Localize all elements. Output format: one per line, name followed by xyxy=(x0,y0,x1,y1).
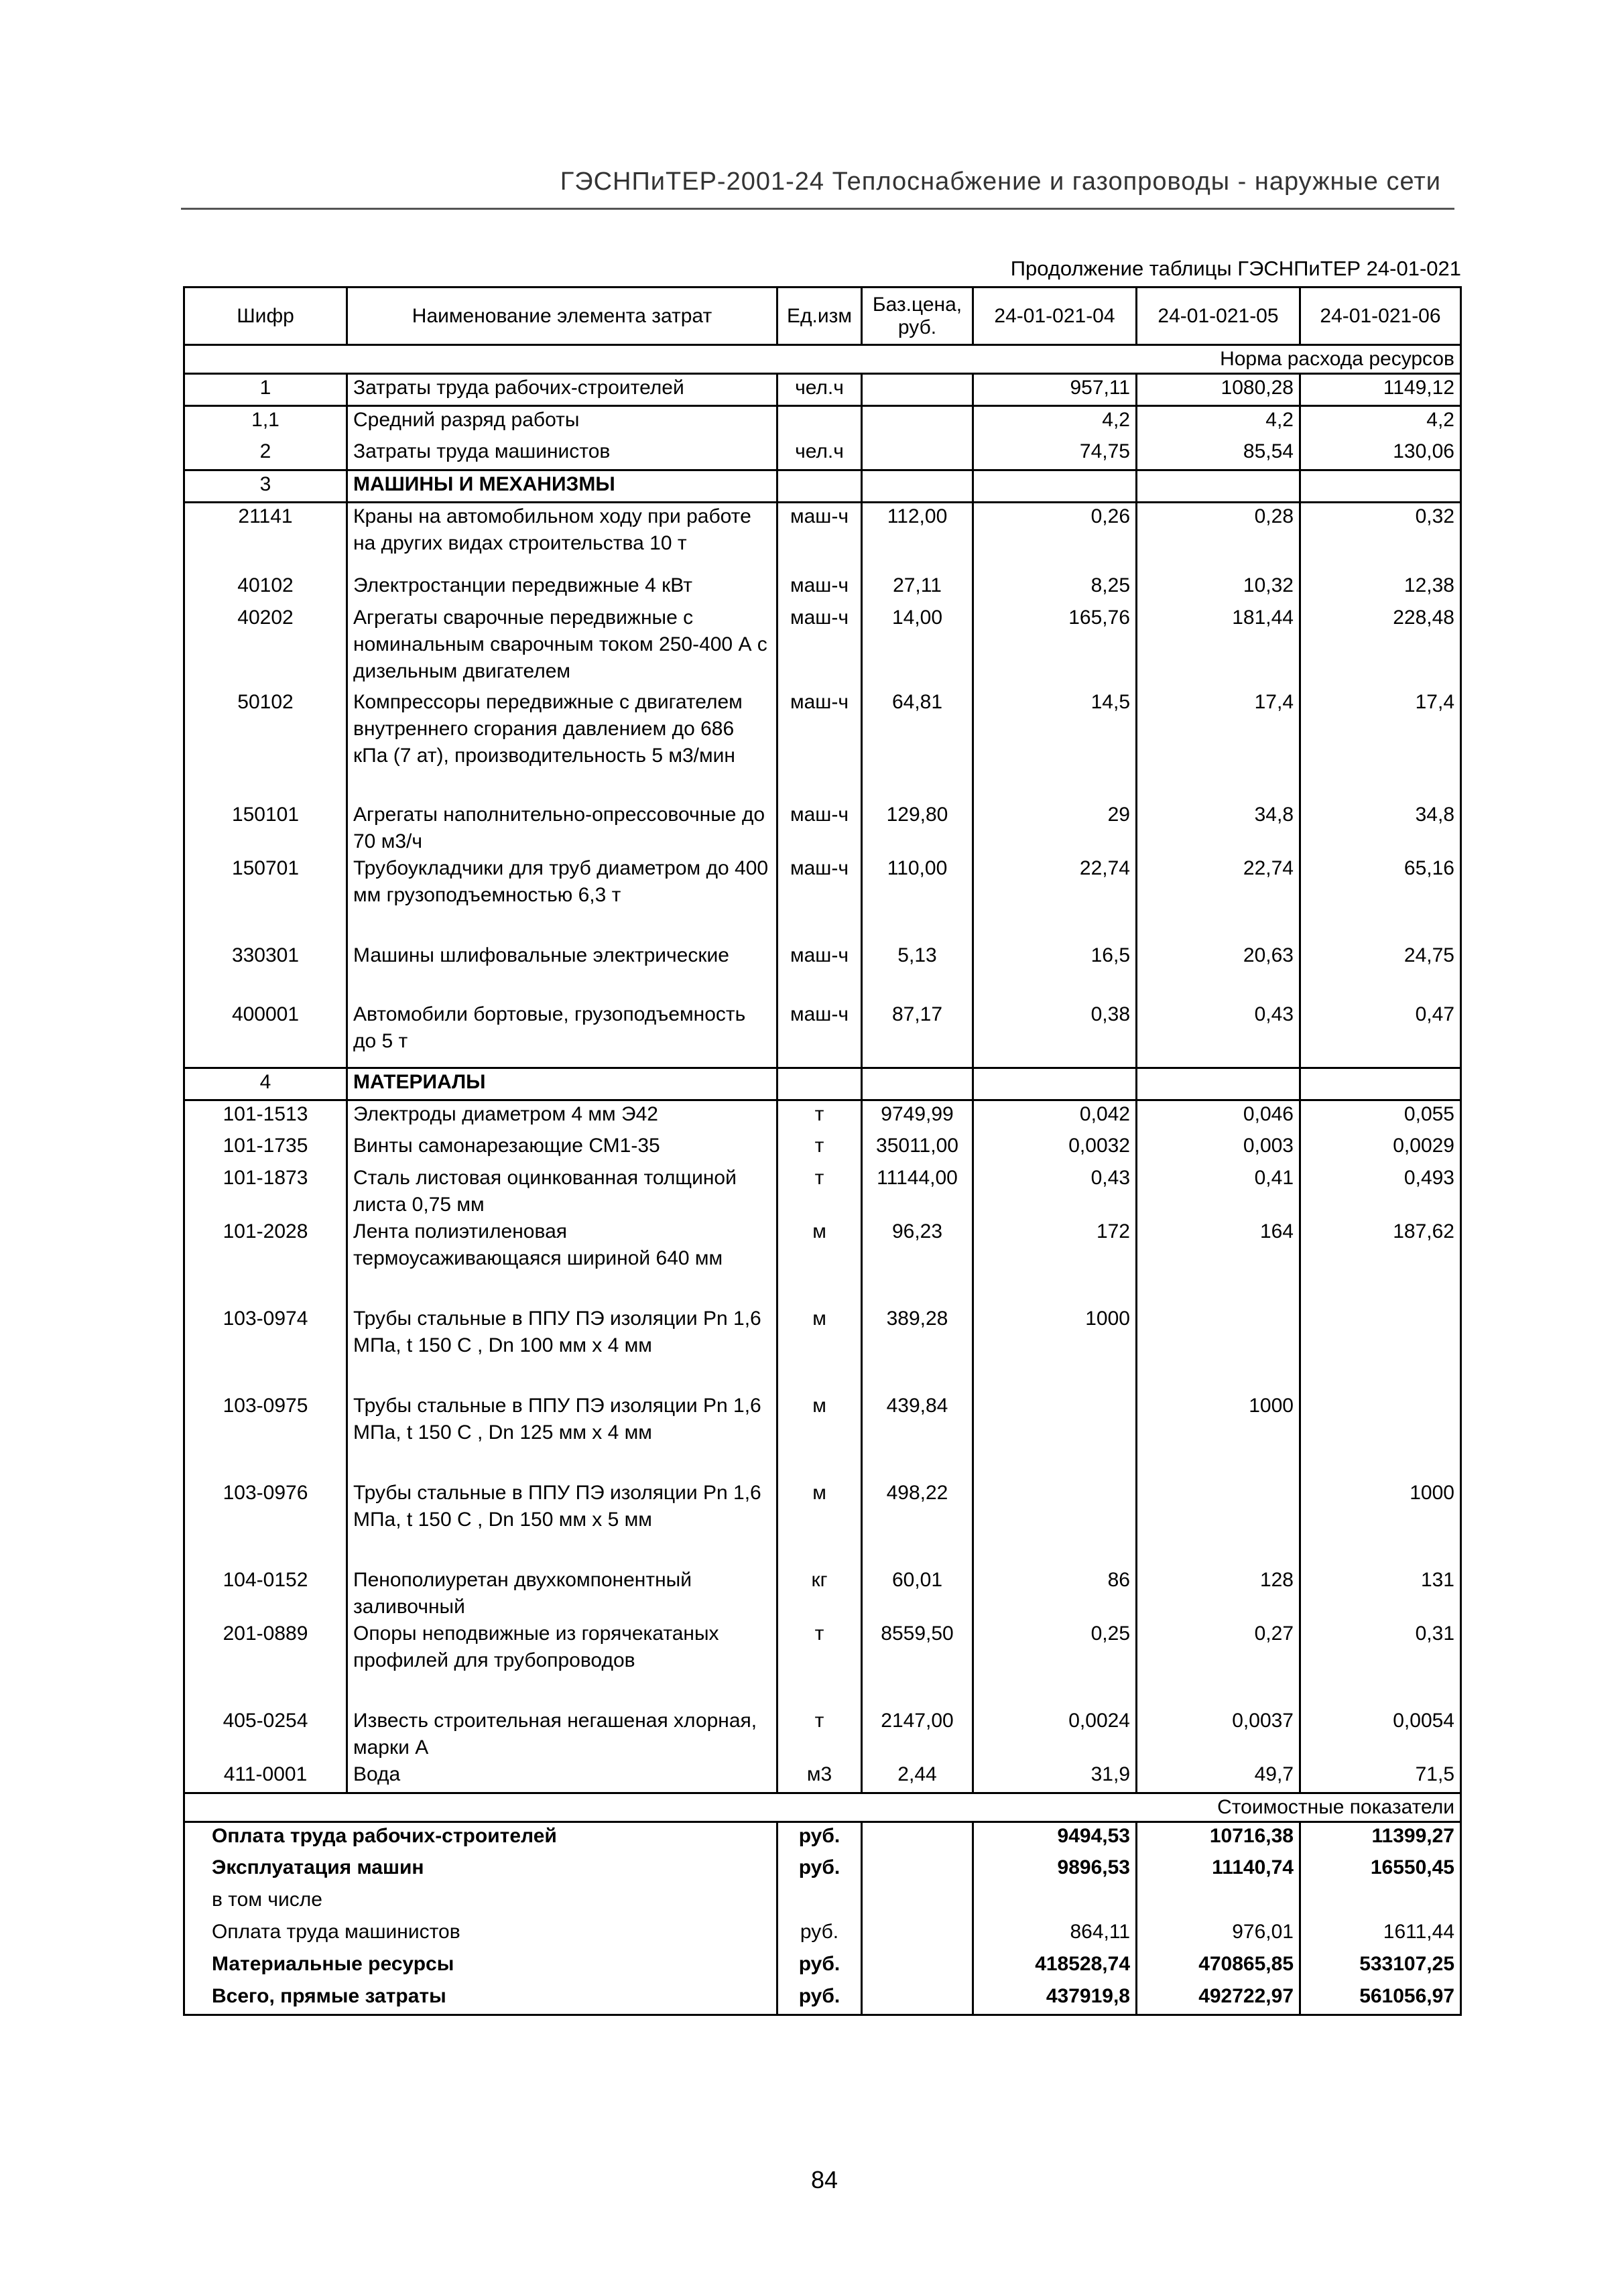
row-value-06: 0,31 xyxy=(1300,1620,1461,1708)
row-code: 150701 xyxy=(184,855,347,942)
row-code: 40202 xyxy=(184,604,347,689)
row-value-06: 0,47 xyxy=(1300,1001,1461,1068)
row-code: 103-0974 xyxy=(184,1305,347,1393)
column-header-col-06: 24-01-021-06 xyxy=(1300,288,1461,345)
row-code: 150101 xyxy=(184,802,347,855)
row-value-06: 130,06 xyxy=(1300,438,1461,470)
row-unit: маш-ч xyxy=(777,572,862,604)
cost-value-06: 533107,25 xyxy=(1300,1951,1461,1983)
table-row xyxy=(184,1567,1461,1620)
row-price xyxy=(862,374,973,406)
row-name: МАТЕРИАЛЫ xyxy=(347,1068,777,1100)
table-row xyxy=(184,1708,1461,1761)
row-code: 103-0975 xyxy=(184,1393,347,1480)
table-row xyxy=(184,1620,1461,1708)
row-value-05: 1080,28 xyxy=(1137,374,1300,406)
cost-price-empty xyxy=(862,1919,973,1951)
cost-unit: руб. xyxy=(777,1983,862,2015)
cost-unit: руб. xyxy=(777,1822,862,1854)
row-value-04: 8,25 xyxy=(973,572,1137,604)
row-code: 2 xyxy=(184,438,347,470)
row-value-06: 34,8 xyxy=(1300,802,1461,855)
table-row xyxy=(184,1068,1461,1100)
row-value-04: 0,26 xyxy=(973,503,1137,572)
cost-value-04: 418528,74 xyxy=(973,1951,1137,1983)
row-price: 87,17 xyxy=(862,1001,973,1068)
row-unit: чел.ч xyxy=(777,438,862,470)
row-price: 110,00 xyxy=(862,855,973,942)
row-value-04: 4,2 xyxy=(973,406,1137,438)
row-unit: м3 xyxy=(777,1761,862,1793)
table-row xyxy=(184,438,1461,470)
row-value-04: 74,75 xyxy=(973,438,1137,470)
row-value-05: 85,54 xyxy=(1137,438,1300,470)
row-price: 2147,00 xyxy=(862,1708,973,1761)
row-value-04 xyxy=(973,1480,1137,1567)
row-code: 3 xyxy=(184,470,347,503)
cost-value-05: 492722,97 xyxy=(1137,1983,1300,2015)
row-unit: т xyxy=(777,1133,862,1165)
cost-value-06: 16550,45 xyxy=(1300,1854,1461,1887)
row-price: 9749,99 xyxy=(862,1100,973,1133)
row-value-06: 0,055 xyxy=(1300,1100,1461,1133)
row-unit xyxy=(777,1068,862,1100)
cost-unit xyxy=(777,1887,862,1919)
cost-row xyxy=(184,1887,1461,1919)
row-value-05 xyxy=(1137,1305,1300,1393)
row-value-06: 65,16 xyxy=(1300,855,1461,942)
row-value-06: 1149,12 xyxy=(1300,374,1461,406)
row-value-05: 164 xyxy=(1137,1218,1300,1305)
column-header-name: Наименование элемента затрат xyxy=(347,288,777,345)
row-code: 101-2028 xyxy=(184,1218,347,1305)
row-value-04: 0,38 xyxy=(973,1001,1137,1068)
row-code: 101-1513 xyxy=(184,1100,347,1133)
row-code: 4 xyxy=(184,1068,347,1100)
resources-subheader: Норма расхода ресурсов xyxy=(184,345,1461,374)
row-value-04: 0,042 xyxy=(973,1100,1137,1133)
row-value-04: 957,11 xyxy=(973,374,1137,406)
cost-value-04: 864,11 xyxy=(973,1919,1137,1951)
row-unit: чел.ч xyxy=(777,374,862,406)
cost-row xyxy=(184,1919,1461,1951)
row-price: 60,01 xyxy=(862,1567,973,1620)
cost-value-04: 9896,53 xyxy=(973,1854,1137,1887)
cost-value-05: 976,01 xyxy=(1137,1919,1300,1951)
row-value-04: 1000 xyxy=(973,1305,1137,1393)
cost-unit: руб. xyxy=(777,1951,862,1983)
row-code: 21141 xyxy=(184,503,347,572)
cost-row xyxy=(184,1951,1461,1983)
row-unit: маш-ч xyxy=(777,942,862,1001)
cost-name: Материальные ресурсы xyxy=(184,1951,777,1983)
row-price xyxy=(862,438,973,470)
row-value-06 xyxy=(1300,1305,1461,1393)
row-name: Трубы стальные в ППУ ПЭ изоляции Рn 1,6 МПа, t 150 С , Dn 125 мм х 4 мм xyxy=(347,1393,777,1480)
row-name: Автомобили бортовые, грузоподъемность до 5 т xyxy=(347,1001,777,1068)
cost-unit: руб. xyxy=(777,1919,862,1951)
table-header-row xyxy=(184,288,1461,345)
cost-value-04 xyxy=(973,1887,1137,1919)
row-price xyxy=(862,470,973,503)
row-code: 400001 xyxy=(184,1001,347,1068)
cost-value-05: 10716,38 xyxy=(1137,1822,1300,1854)
row-value-05: 34,8 xyxy=(1137,802,1300,855)
row-name: Электростанции передвижные 4 кВт xyxy=(347,572,777,604)
row-unit: т xyxy=(777,1100,862,1133)
row-value-04: 22,74 xyxy=(973,855,1137,942)
costs-subheader-row xyxy=(184,1793,1461,1822)
row-value-06 xyxy=(1300,470,1461,503)
row-price: 498,22 xyxy=(862,1480,973,1567)
table-row xyxy=(184,1165,1461,1218)
cost-name: Эксплуатация машин xyxy=(184,1854,777,1887)
row-value-05: 17,4 xyxy=(1137,689,1300,802)
resource-table xyxy=(183,286,1462,2016)
row-code: 1 xyxy=(184,374,347,406)
cost-value-06: 1611,44 xyxy=(1300,1919,1461,1951)
cost-value-06 xyxy=(1300,1887,1461,1919)
row-unit: маш-ч xyxy=(777,855,862,942)
row-unit: маш-ч xyxy=(777,604,862,689)
row-name: МАШИНЫ И МЕХАНИЗМЫ xyxy=(347,470,777,503)
cost-name: Оплата труда машинистов xyxy=(184,1919,777,1951)
row-code: 411-0001 xyxy=(184,1761,347,1793)
row-value-04: 0,0024 xyxy=(973,1708,1137,1761)
row-name: Краны на автомобильном ходу при работе на других видах строительства 10 т xyxy=(347,503,777,572)
row-code: 104-0152 xyxy=(184,1567,347,1620)
row-unit: м xyxy=(777,1218,862,1305)
column-header-col-05: 24-01-021-05 xyxy=(1137,288,1300,345)
column-header-price: Баз.цена, руб. xyxy=(862,288,973,345)
table-continuation-note: Продолжение таблицы ГЭСНПиТЕР 24-01-021 xyxy=(1010,257,1461,280)
cost-price-empty xyxy=(862,1887,973,1919)
cost-unit: руб. xyxy=(777,1854,862,1887)
row-name: Опоры неподвижные из горячекатаных профилей для трубопроводов xyxy=(347,1620,777,1708)
row-value-04 xyxy=(973,470,1137,503)
row-name: Трубы стальные в ППУ ПЭ изоляции Рn 1,6 МПа, t 150 С , Dn 100 мм х 4 мм xyxy=(347,1305,777,1393)
row-value-06: 228,48 xyxy=(1300,604,1461,689)
table-row xyxy=(184,1001,1461,1068)
row-name: Агрегаты наполнительно-опрессовочные до 70 м3/ч xyxy=(347,802,777,855)
row-value-06: 0,0054 xyxy=(1300,1708,1461,1761)
table-row xyxy=(184,503,1461,572)
row-code: 103-0976 xyxy=(184,1480,347,1567)
cost-price-empty xyxy=(862,1983,973,2015)
row-code: 50102 xyxy=(184,689,347,802)
row-price xyxy=(862,1068,973,1100)
cost-name: Оплата труда рабочих-строителей xyxy=(184,1822,777,1854)
row-price: 129,80 xyxy=(862,802,973,855)
row-price: 112,00 xyxy=(862,503,973,572)
row-value-05: 49,7 xyxy=(1137,1761,1300,1793)
row-value-06: 24,75 xyxy=(1300,942,1461,1001)
row-price: 35011,00 xyxy=(862,1133,973,1165)
table-row xyxy=(184,942,1461,1001)
row-unit: м xyxy=(777,1393,862,1480)
row-name: Электроды диаметром 4 мм Э42 xyxy=(347,1100,777,1133)
page-header xyxy=(181,166,1454,213)
row-value-05: 0,28 xyxy=(1137,503,1300,572)
row-value-04: 0,0032 xyxy=(973,1133,1137,1165)
row-value-05: 4,2 xyxy=(1137,406,1300,438)
table-row xyxy=(184,1133,1461,1165)
row-code: 101-1735 xyxy=(184,1133,347,1165)
row-price: 11144,00 xyxy=(862,1165,973,1218)
cost-value-05: 11140,74 xyxy=(1137,1854,1300,1887)
table-row xyxy=(184,470,1461,503)
table-row xyxy=(184,855,1461,942)
cost-row xyxy=(184,1822,1461,1854)
cost-value-04: 9494,53 xyxy=(973,1822,1137,1854)
row-value-05 xyxy=(1137,1480,1300,1567)
table-row xyxy=(184,802,1461,855)
row-value-06 xyxy=(1300,1068,1461,1100)
row-price: 27,11 xyxy=(862,572,973,604)
row-value-06: 1000 xyxy=(1300,1480,1461,1567)
table-row xyxy=(184,604,1461,689)
cost-value-04: 437919,8 xyxy=(973,1983,1137,2015)
row-name: Агрегаты сварочные передвижные с номинальным сварочным током 250-400 А с дизельным двигателем xyxy=(347,604,777,689)
row-value-06: 17,4 xyxy=(1300,689,1461,802)
row-unit: т xyxy=(777,1620,862,1708)
column-header-code: Шифр xyxy=(184,288,347,345)
row-name: Компрессоры передвижные с двигателем внутреннего сгорания давлением до 686 кПа (7 ат), производительность 5 м3/мин xyxy=(347,689,777,802)
row-value-05: 20,63 xyxy=(1137,942,1300,1001)
row-price: 96,23 xyxy=(862,1218,973,1305)
cost-row xyxy=(184,1983,1461,2015)
table-row xyxy=(184,689,1461,802)
row-unit: т xyxy=(777,1708,862,1761)
cost-row xyxy=(184,1854,1461,1887)
row-value-04: 0,43 xyxy=(973,1165,1137,1218)
row-price: 64,81 xyxy=(862,689,973,802)
costs-subheader: Стоимостные показатели xyxy=(184,1793,1461,1822)
row-name: Трубы стальные в ППУ ПЭ изоляции Рn 1,6 МПа, t 150 С , Dn 150 мм х 5 мм xyxy=(347,1480,777,1567)
row-name: Затраты труда рабочих-строителей xyxy=(347,374,777,406)
row-value-06: 4,2 xyxy=(1300,406,1461,438)
row-name: Винты самонарезающие СМ1-35 xyxy=(347,1133,777,1165)
row-value-05: 0,0037 xyxy=(1137,1708,1300,1761)
table-row xyxy=(184,374,1461,406)
row-name: Средний разряд работы xyxy=(347,406,777,438)
row-value-04 xyxy=(973,1393,1137,1480)
row-price: 8559,50 xyxy=(862,1620,973,1708)
row-name: Вода xyxy=(347,1761,777,1793)
row-value-05: 0,41 xyxy=(1137,1165,1300,1218)
row-value-05: 0,046 xyxy=(1137,1100,1300,1133)
row-value-05 xyxy=(1137,470,1300,503)
row-code: 405-0254 xyxy=(184,1708,347,1761)
row-price xyxy=(862,406,973,438)
row-value-05: 22,74 xyxy=(1137,855,1300,942)
row-value-04 xyxy=(973,1068,1137,1100)
row-price: 389,28 xyxy=(862,1305,973,1393)
row-code: 101-1873 xyxy=(184,1165,347,1218)
row-unit: м xyxy=(777,1305,862,1393)
row-value-04: 172 xyxy=(973,1218,1137,1305)
row-name: Известь строительная негашеная хлорная, марки А xyxy=(347,1708,777,1761)
row-name: Пенополиуретан двухкомпонентный заливочный xyxy=(347,1567,777,1620)
row-unit: маш-ч xyxy=(777,802,862,855)
cost-name: Всего, прямые затраты xyxy=(184,1983,777,2015)
row-value-06: 0,493 xyxy=(1300,1165,1461,1218)
row-value-05: 0,27 xyxy=(1137,1620,1300,1708)
row-value-05: 1000 xyxy=(1137,1393,1300,1480)
row-value-04: 14,5 xyxy=(973,689,1137,802)
table-row xyxy=(184,1100,1461,1133)
row-name: Сталь листовая оцинкованная толщиной листа 0,75 мм xyxy=(347,1165,777,1218)
row-unit: маш-ч xyxy=(777,1001,862,1068)
table-row xyxy=(184,406,1461,438)
row-value-05 xyxy=(1137,1068,1300,1100)
column-header-col-04: 24-01-021-04 xyxy=(973,288,1137,345)
row-name: Затраты труда машинистов xyxy=(347,438,777,470)
row-value-06 xyxy=(1300,1393,1461,1480)
table-row xyxy=(184,1393,1461,1480)
row-value-04: 0,25 xyxy=(973,1620,1137,1708)
row-unit xyxy=(777,406,862,438)
table-row xyxy=(184,572,1461,604)
row-value-04: 86 xyxy=(973,1567,1137,1620)
cost-value-05 xyxy=(1137,1887,1300,1919)
row-code: 40102 xyxy=(184,572,347,604)
row-value-04: 16,5 xyxy=(973,942,1137,1001)
cost-price-empty xyxy=(862,1822,973,1854)
row-price: 2,44 xyxy=(862,1761,973,1793)
row-value-06: 71,5 xyxy=(1300,1761,1461,1793)
table-row xyxy=(184,1761,1461,1793)
table-row xyxy=(184,1480,1461,1567)
row-unit: т xyxy=(777,1165,862,1218)
header-rule xyxy=(181,208,1454,210)
table-row xyxy=(184,1305,1461,1393)
row-name: Машины шлифовальные электрические xyxy=(347,942,777,1001)
resources-subheader-row xyxy=(184,345,1461,374)
row-code: 1,1 xyxy=(184,406,347,438)
row-price: 5,13 xyxy=(862,942,973,1001)
row-unit: маш-ч xyxy=(777,503,862,572)
row-code: 330301 xyxy=(184,942,347,1001)
row-unit: м xyxy=(777,1480,862,1567)
cost-name: в том числе xyxy=(184,1887,777,1919)
table-row xyxy=(184,1218,1461,1305)
cost-value-06: 561056,97 xyxy=(1300,1983,1461,2015)
row-value-06: 187,62 xyxy=(1300,1218,1461,1305)
row-value-05: 0,003 xyxy=(1137,1133,1300,1165)
row-code: 201-0889 xyxy=(184,1620,347,1708)
row-price: 439,84 xyxy=(862,1393,973,1480)
row-unit xyxy=(777,470,862,503)
row-value-06: 12,38 xyxy=(1300,572,1461,604)
cost-value-05: 470865,85 xyxy=(1137,1951,1300,1983)
row-value-05: 181,44 xyxy=(1137,604,1300,689)
row-value-06: 0,0029 xyxy=(1300,1133,1461,1165)
page-number: 84 xyxy=(810,2166,838,2193)
row-value-04: 31,9 xyxy=(973,1761,1137,1793)
row-value-05: 0,43 xyxy=(1137,1001,1300,1068)
document-title: ГЭСНПиТЕР-2001-24 Теплоснабжение и газопроводы - наружные сети xyxy=(560,168,1441,196)
column-header-unit: Ед.изм xyxy=(777,288,862,345)
row-value-05: 10,32 xyxy=(1137,572,1300,604)
row-value-06: 0,32 xyxy=(1300,503,1461,572)
row-value-05: 128 xyxy=(1137,1567,1300,1620)
row-price: 14,00 xyxy=(862,604,973,689)
cost-price-empty xyxy=(862,1854,973,1887)
row-name: Трубоукладчики для труб диаметром до 400 мм грузоподъемностью 6,3 т xyxy=(347,855,777,942)
row-value-04: 29 xyxy=(973,802,1137,855)
row-unit: кг xyxy=(777,1567,862,1620)
row-value-04: 165,76 xyxy=(973,604,1137,689)
row-value-06: 131 xyxy=(1300,1567,1461,1620)
cost-value-06: 11399,27 xyxy=(1300,1822,1461,1854)
row-name: Лента полиэтиленовая термоусаживающаяся шириной 640 мм xyxy=(347,1218,777,1305)
cost-price-empty xyxy=(862,1951,973,1983)
row-unit: маш-ч xyxy=(777,689,862,802)
